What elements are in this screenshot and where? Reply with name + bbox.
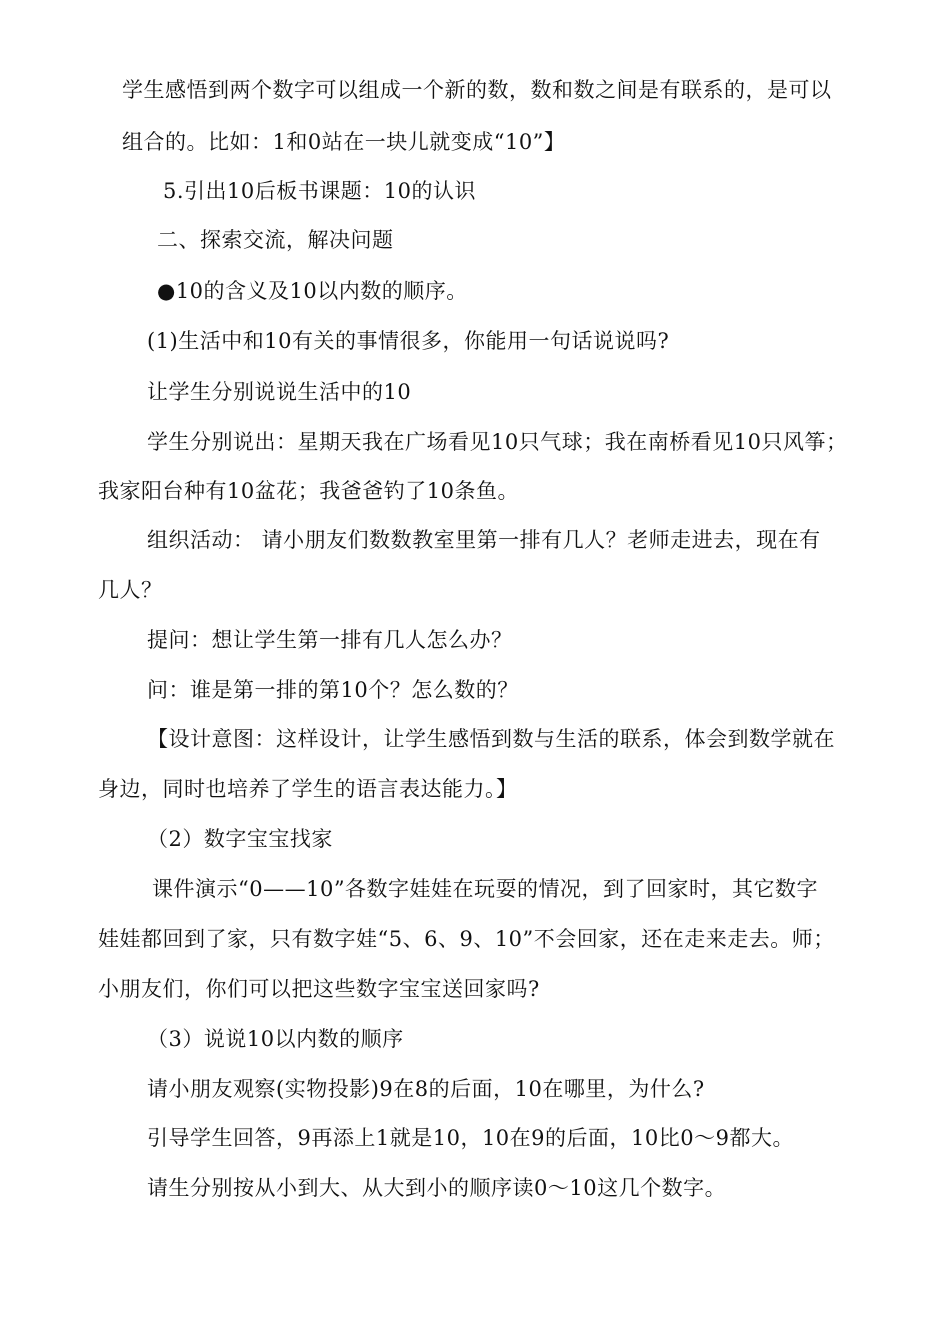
paragraph-line: 娃娃都回到了家，只有数字娃“5、6、9、10”不会回家，还在走来走去。师； (98, 927, 835, 951)
paragraph-line: 让学生分别说说生活中的10 (147, 380, 412, 404)
paragraph-line: 组合的。比如：1和0站在一块儿就变成“10”】 (122, 130, 566, 154)
paragraph-line: 问：谁是第一排的第10个？怎么数的？ (147, 678, 519, 702)
lesson-title-line: 5.引出10后板书课题：10的认识 (163, 179, 476, 203)
paragraph-line: 引导学生回答，9再添上1就是10，10在9的后面，10比0～9都大。 (147, 1126, 794, 1150)
design-intent-line: 【设计意图：这样设计，让学生感悟到数与生活的联系，体会到数学就在 (147, 727, 835, 751)
paragraph-line: 提问：想让学生第一排有几人怎么办？ (147, 628, 513, 652)
paragraph-line: 请生分别按从小到大、从大到小的顺序读0～10这几个数字。 (147, 1176, 727, 1200)
paragraph-line: 请小朋友观察(实物投影)9在8的后面，10在哪里，为什么? (147, 1077, 705, 1101)
paragraph-line: 几人？ (98, 578, 163, 602)
subsection-heading: （2）数字宝宝找家 (147, 827, 333, 851)
section-heading: 二、探索交流，解决问题 (157, 228, 394, 252)
paragraph-line: 课件演示“0——10”各数字娃娃在玩耍的情况，到了回家时，其它数字 (152, 877, 819, 901)
paragraph-line: 学生感悟到两个数字可以组成一个新的数，数和数之间是有联系的，是可以 (122, 78, 832, 102)
paragraph-line: 我家阳台种有10盆花；我爸爸钓了10条鱼。 (98, 479, 519, 503)
paragraph-line: 组织活动： 请小朋友们数数教室里第一排有几人？老师走进去，现在有 (147, 528, 821, 552)
paragraph-line: 学生分别说出：星期天我在广场看见10只气球；我在南桥看见10只风筝； (147, 430, 848, 454)
design-intent-line: 身边，同时也培养了学生的语言表达能力。】 (98, 777, 518, 801)
bullet-item: ●10的含义及10以内数的顺序。 (157, 279, 468, 303)
subsection-heading: （3）说说10以内数的顺序 (147, 1027, 404, 1051)
paragraph-line: 小朋友们，你们可以把这些数字宝宝送回家吗? (98, 977, 540, 1001)
paragraph-line: (1)生活中和10有关的事情很多，你能用一句话说说吗? (147, 329, 670, 353)
